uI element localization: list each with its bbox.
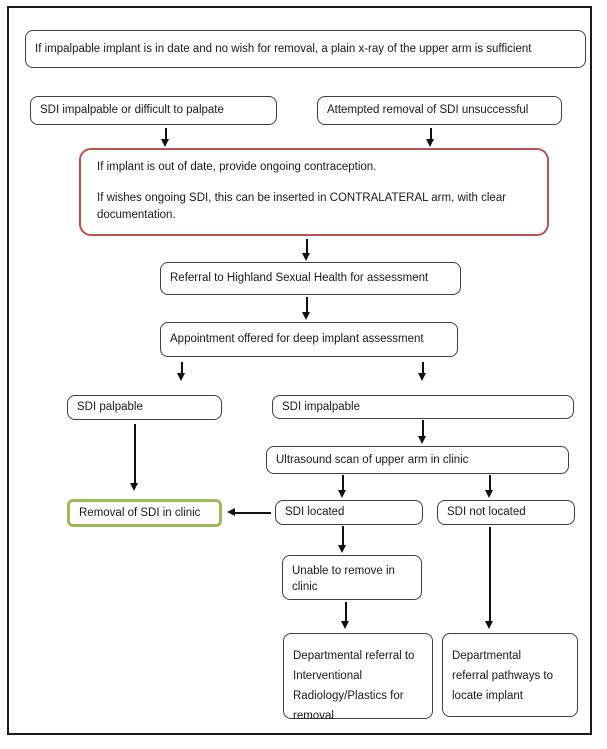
node-sdi-impalpable-or-difficult-label: SDI impalpable or difficult to palpate [40, 104, 224, 117]
node-sdi-impalpable-label: SDI impalpable [282, 400, 360, 413]
node-xray-note [25, 30, 586, 68]
contraception-warning-line2: If wishes ongoing SDI, this can be inserted in CONTRALATERAL arm, with clear documentation. [97, 192, 507, 221]
node-sdi-located [275, 500, 423, 525]
node-removal-in-clinic-label: Removal of SDI in clinic [79, 506, 201, 519]
node-attempted-removal [317, 96, 562, 125]
node-departmental-removal [283, 633, 433, 722]
node-attempted-removal-label: Attempted removal of SDI unsuccessful [327, 104, 529, 117]
node-ultrasound-label: Ultrasound scan of upper arm in clinic [276, 453, 469, 466]
contraception-warning-line1: If implant is out of date, provide ongoing contraception. [97, 161, 377, 173]
node-xray-note-label: If impalpable implant is in date and no wish for removal, a plain x-ray of the upper arm is sufficient [35, 42, 532, 55]
node-appointment-label: Appointment offered for deep implant assessment [170, 333, 424, 346]
node-unable-to-remove-label: Unable to remove in clinic [292, 565, 395, 593]
node-departmental-locate-label: Departmental referral pathways to locate implant [452, 650, 553, 702]
node-referral [160, 262, 461, 295]
node-sdi-palpable-label: SDI palpable [77, 401, 143, 414]
node-sdi-impalpable-or-difficult [30, 96, 277, 125]
node-ultrasound [266, 446, 569, 474]
node-departmental-removal-label: Departmental referral to Interventional Radiology/Plastics for removal [293, 650, 415, 722]
node-appointment [160, 322, 458, 357]
node-referral-label: Referral to Highland Sexual Health for assessment [170, 272, 429, 285]
node-departmental-locate [442, 633, 578, 717]
node-unable-to-remove [282, 555, 422, 600]
node-sdi-not-located-label: SDI not located [447, 506, 526, 519]
node-contraception-warning [79, 148, 549, 236]
node-sdi-impalpable [272, 395, 574, 419]
node-removal-in-clinic [67, 499, 222, 527]
node-sdi-palpable [67, 395, 222, 420]
node-sdi-located-label: SDI located [285, 506, 345, 519]
node-sdi-not-located [437, 500, 575, 525]
